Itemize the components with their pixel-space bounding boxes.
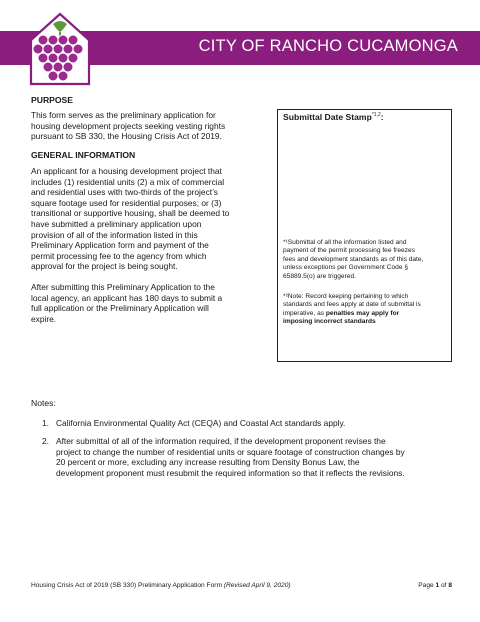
text-line: Preliminary Application form and payment of the [31, 240, 209, 251]
footer-form-name [31, 582, 291, 589]
text-line: square footage used for residential purposes; or (3) [31, 197, 222, 208]
of-word: of [439, 582, 449, 589]
text-line: pursuant to SB 330, the Housing Crisis Act of 2019. [31, 131, 222, 142]
text-line: permit processing fee to the agency from which [31, 250, 207, 261]
text-line: housing development projects seeking vesting rights [31, 120, 226, 131]
grapes-logo-icon [25, 10, 95, 88]
text-line: transitional or supportive housing, shall be deemed to [31, 208, 230, 219]
note-number: 2. [42, 436, 49, 446]
text-line: includes (1) residential units (2) a mix of commercial [31, 176, 225, 187]
note-line: unless exceptions per Government Code § [283, 264, 408, 272]
note-line: payment of the permit processing fee freezes [283, 247, 415, 255]
general-info-heading: GENERAL INFORMATION [31, 150, 136, 160]
submittal-date-stamp-box [277, 109, 452, 362]
note-line: 20 percent or more, excluding any increase resulting from Density Bonus Law, the [56, 457, 360, 468]
text-line: local agency, an applicant has 180 days to submit a [31, 292, 223, 303]
note-line: standards and fees apply at date of submittal is [283, 301, 421, 309]
purpose-heading: PURPOSE [31, 95, 74, 105]
footer-revised-date: (Revised April 9, 2020) [223, 582, 291, 589]
footer-page-number [418, 582, 452, 589]
note-line: *¹Submittal of all the information listed and [283, 239, 407, 246]
footer-form-title: Housing Crisis Act of 2019 (SB 330) Preliminary Application Form [31, 582, 224, 589]
text-line: This form serves as the preliminary application for [31, 110, 216, 120]
note-line: *²Note: Record keeping pertaining to which [283, 293, 409, 300]
text-line: and residential uses with two-thirds of the project’s [31, 187, 218, 198]
note-line: After submittal of all of the information required, if the development proponent revises the [56, 436, 386, 446]
note-bold-text: imposing incorrect standards [283, 318, 376, 326]
stamp-title-colon: : [380, 112, 384, 122]
total-pages: 8 [448, 582, 452, 589]
text-line: approval for the project is being sought. [31, 261, 178, 272]
note-line: fees and development standards as of this date, [283, 255, 424, 263]
notes-label: Notes: [31, 398, 56, 408]
purpose-paragraph [31, 110, 263, 142]
stamp-footnote-2 [283, 293, 451, 327]
stamp-title-footnote-mark: *1,2 [371, 112, 381, 119]
note-plain-text: imperative, as [283, 309, 326, 317]
note-line [283, 310, 451, 318]
stamp-title-text: Submittal Date Stamp [283, 112, 372, 122]
text-line: have submitted a preliminary application upon [31, 218, 202, 229]
page-word: Page [418, 582, 436, 589]
stamp-title [283, 112, 384, 122]
stamp-footnote-1 [283, 239, 451, 281]
text-line: provision of all of the information listed in this [31, 229, 198, 240]
note-line: project to change the number of residential units or square footage of construction changes by [56, 446, 405, 457]
general-info-paragraph-1 [31, 166, 263, 272]
note-text [56, 436, 405, 478]
text-line: expire. [31, 313, 57, 324]
note-line: development proponent must resubmit the required information so that it reflects the revisions. [56, 467, 405, 478]
text-line: An applicant for a housing development project that [31, 166, 222, 176]
city-title: CITY OF RANCHO CUCAMONGA [198, 37, 458, 55]
general-info-paragraph-2 [31, 282, 263, 324]
note-line: California Environmental Quality Act (CEQA) and Coastal Act standards apply. [56, 418, 346, 428]
note-number: 1. [42, 418, 49, 428]
text-line: full application or the Preliminary Application will [31, 303, 209, 314]
note-line [283, 318, 451, 326]
note-bold-text: penalties may apply for [325, 309, 400, 317]
text-line: After submitting this Preliminary Application to the [31, 282, 215, 292]
note-text [56, 418, 345, 429]
note-line: 65889.5(o) are triggered. [283, 272, 356, 280]
current-page: 1 [435, 582, 440, 589]
